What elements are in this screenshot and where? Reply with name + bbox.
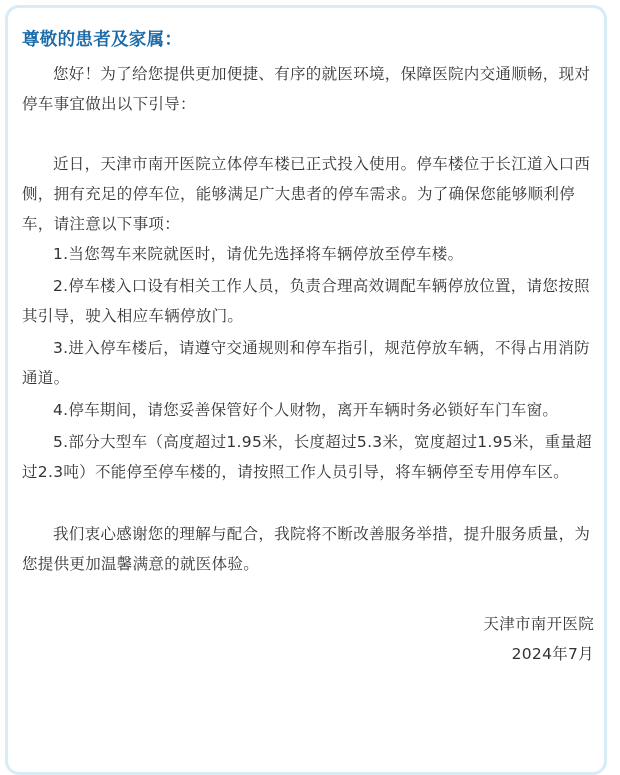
intro-paragraph: 您好！为了给您提供更加便捷、有序的就医环境，保障医院内交通顺畅，现对停车事宜做出以下引导： (22, 65, 591, 113)
notice-item-1: 1.当您驾车来院就医时，请优先选择将车辆停放至停车楼。 (53, 245, 464, 263)
paragraph-gap (22, 579, 596, 609)
notice-item-4: 4.停车期间，请您妥善保管好个人财物，离开车辆时务必锁好车门车窗。 (53, 401, 559, 419)
signature-date: 2024年7月 (511, 645, 594, 663)
signature-organization: 天津市南开医院 (483, 615, 594, 633)
paragraph-gap (22, 489, 596, 519)
notice-item-2: 2.停车楼入口设有相关工作人员，负责合理高效调配车辆停放位置，请您按照其引导，驶入相应车辆停放门。 (22, 277, 590, 325)
notice-content (22, 25, 596, 669)
greeting-heading: 尊敬的患者及家属： (22, 30, 183, 50)
paragraph-gap (22, 119, 596, 149)
notice-item-3: 3.进入停车楼后，请遵守交通规则和停车指引，规范停放车辆，不得占用消防通道。 (22, 339, 590, 387)
notice-item-5: 5.部分大型车（高度超过1.95米，长度超过5.3米，宽度超过1.95米，重量超过2.3吨）不能停至停车楼的，请按照工作人员引导，将车辆停至专用停车区。 (22, 433, 592, 481)
background-paragraph: 近日，天津市南开医院立体停车楼已正式投入使用。停车楼位于长江道入口西侧，拥有充足的停车位，能够满足广大患者的停车需求。为了确保您能够顺利停车，请注意以下事项： (22, 155, 591, 233)
closing-paragraph: 我们衷心感谢您的理解与配合，我院将不断改善服务举措，提升服务质量，为您提供更加温馨满意的就医体验。 (22, 525, 591, 573)
